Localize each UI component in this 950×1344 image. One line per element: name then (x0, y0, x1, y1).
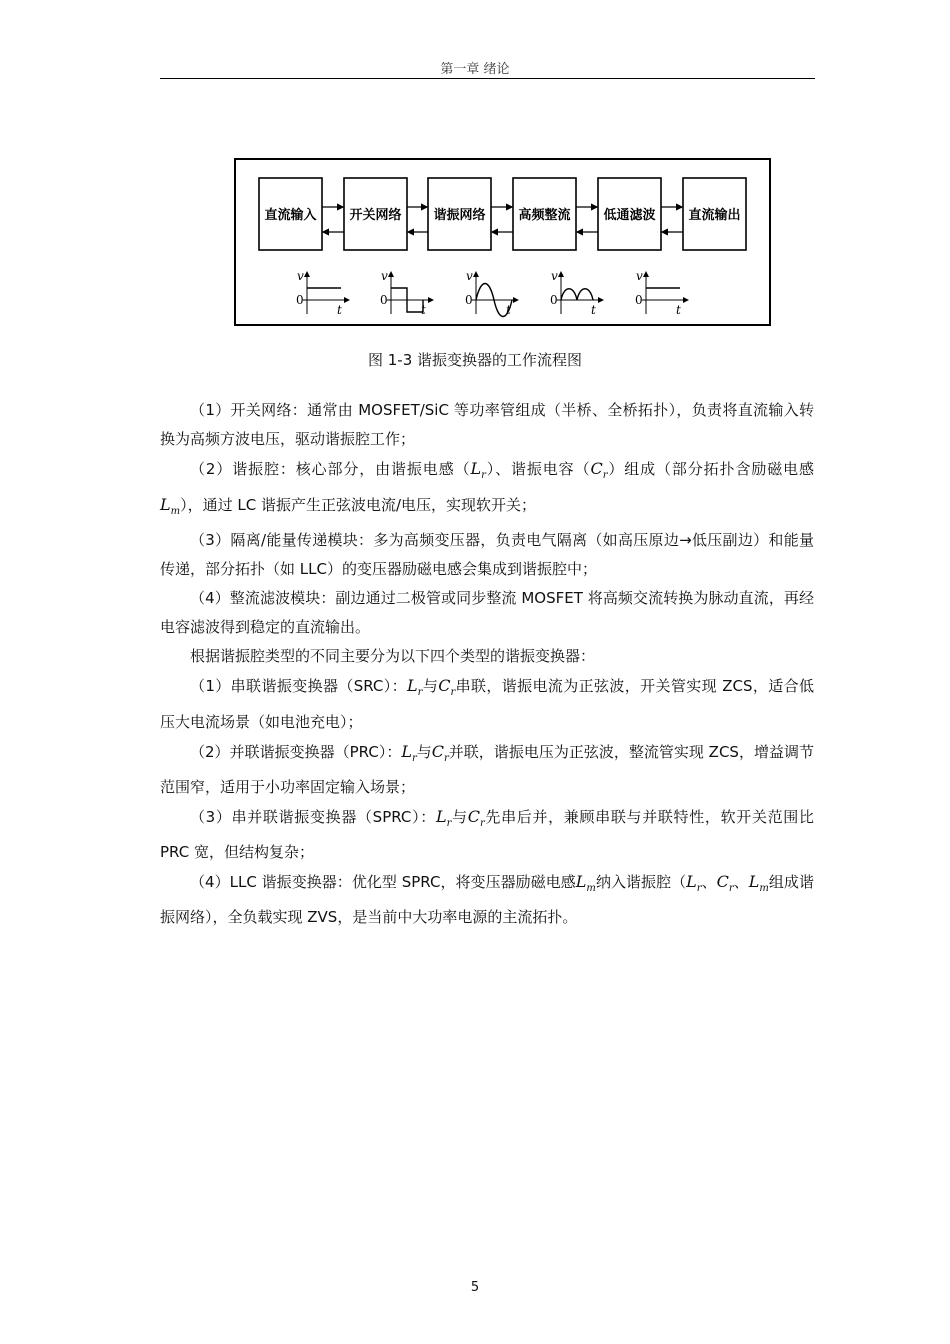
axis-label-t: t (337, 303, 342, 317)
block-label: 直流输入 (264, 208, 317, 223)
symbol-Cr: $C_r$ (716, 871, 734, 895)
text-run: 并联，谐振电压为正弦波，整流管实现 ZCS，增益调节范围窄，适用于小功率固定输入场景； (160, 742, 814, 796)
paragraph-prc (160, 737, 814, 802)
axis-label-t: t (676, 303, 681, 317)
text-run: 与 (451, 807, 468, 826)
axis-origin: 0 (465, 293, 473, 307)
text-run: 纳入谐振腔（ (595, 872, 687, 891)
symbol-Lm: $L_m$ (748, 871, 769, 895)
block-label: 直流输出 (688, 208, 741, 223)
text-run: ）、谐振电容（ (485, 460, 591, 478)
symbol-Lr: $L_r$ (435, 806, 452, 829)
axis-label-v: v (551, 269, 558, 283)
axis-label-t: t (421, 303, 426, 317)
symbol-Lr: $L_r$ (401, 741, 417, 764)
symbol-Lr: $L_r$ (470, 459, 486, 482)
symbol-Lm: $L_m$ (160, 495, 181, 518)
figure-caption: 图 1-3 谐振变换器的工作流程图 (367, 351, 583, 369)
symbol-Cr: $C_r$ (438, 676, 456, 699)
flow-diagram-canvas (236, 160, 773, 328)
text-run: （2）谐振腔：核心部分，由谐振电感（ (190, 460, 471, 478)
paragraph-types-intro: 根据谐振腔类型的不同主要分为以下四个类型的谐振变换器： (190, 647, 596, 666)
text-run: 、 (701, 872, 717, 891)
symbol-Cr: $C_r$ (467, 806, 485, 829)
text-run: （3）串并联谐振变换器（SPRC）： (190, 807, 436, 826)
symbol-Lm: $L_m$ (575, 871, 596, 895)
text-run: 与 (416, 742, 432, 761)
text-run: 组成谐振网络），全负载实现 ZVS，是当前中大功率电源的主流拓扑。 (160, 872, 814, 927)
text-run: （4）LLC 谐振变换器：优化型 SPRC，将变压器励磁电感 (190, 872, 576, 891)
text-run: （2）并联谐振变换器（PRC）： (190, 742, 402, 761)
axis-origin: 0 (635, 293, 643, 307)
text-run: 先串后并，兼顾串联与并联特性，软开关范围比 PRC 宽，但结构复杂； (160, 807, 814, 861)
paragraph-llc (160, 867, 814, 932)
paragraph-switch-network: （1）开关网络：通常由 MOSFET/SiC 等功率管组成（半桥、全桥拓扑），负责将直流输入转换为高频方波电压，驱动谐振腔工作； (160, 401, 814, 448)
text-run: ），通过 LC 谐振产生正弦波电流/电压，实现软开关； (180, 496, 537, 515)
text-run: （1）串联谐振变换器（SRC）： (190, 677, 408, 696)
block-label: 低通滤波 (603, 208, 656, 223)
axis-label-v: v (381, 269, 388, 283)
text-run: ）组成（部分拓扑含励磁电感 (607, 460, 814, 478)
waveform-trace-rectified (561, 289, 593, 300)
paragraph-rectifier-filter: （4）整流滤波模块：副边通过二极管或同步整流 MOSFET 将高频交流转换为脉动直流，再经电容滤波得到稳定的直流输出。 (160, 589, 814, 637)
axis-label-t: t (506, 303, 511, 317)
symbol-Lr: $L_r$ (686, 871, 702, 895)
body-text (160, 396, 814, 932)
symbol-Cr: $C_r$ (431, 741, 449, 764)
axis-label-v: v (466, 269, 473, 283)
page-number: 5 (470, 1280, 480, 1295)
text-run: 与 (422, 677, 439, 696)
axis-origin: 0 (380, 293, 388, 307)
running-header: 第一章 绪论 (440, 62, 510, 77)
axis-origin: 0 (550, 293, 558, 307)
symbol-Lr: $L_r$ (407, 676, 423, 699)
axis-label-t: t (591, 303, 596, 317)
axis-origin: 0 (296, 293, 304, 307)
header-rule (160, 78, 815, 79)
block-label: 高频整流 (518, 208, 571, 223)
axis-label-v: v (297, 269, 304, 283)
paragraph-sprc (160, 802, 814, 867)
flow-diagram (234, 158, 771, 326)
paragraph-src (160, 671, 814, 736)
symbol-Cr: $C_r$ (590, 459, 608, 482)
paragraph-resonant-tank (160, 454, 814, 526)
block-label: 开关网络 (349, 208, 402, 223)
axis-label-v: v (636, 269, 643, 283)
paragraph-isolation: （3）隔离/能量传递模块：多为高频变压器，负责电气隔离（如高压原边→低压副边）和能量传递，部分拓扑（如 LLC）的变压器励磁电感会集成到谐振腔中； (160, 531, 814, 579)
block-label: 谐振网络 (433, 208, 486, 223)
text-run: 、 (733, 872, 749, 891)
text-run: 串联，谐振电流为正弦波，开关管实现 ZCS，适合低压大电流场景（如电池充电）； (160, 677, 814, 731)
